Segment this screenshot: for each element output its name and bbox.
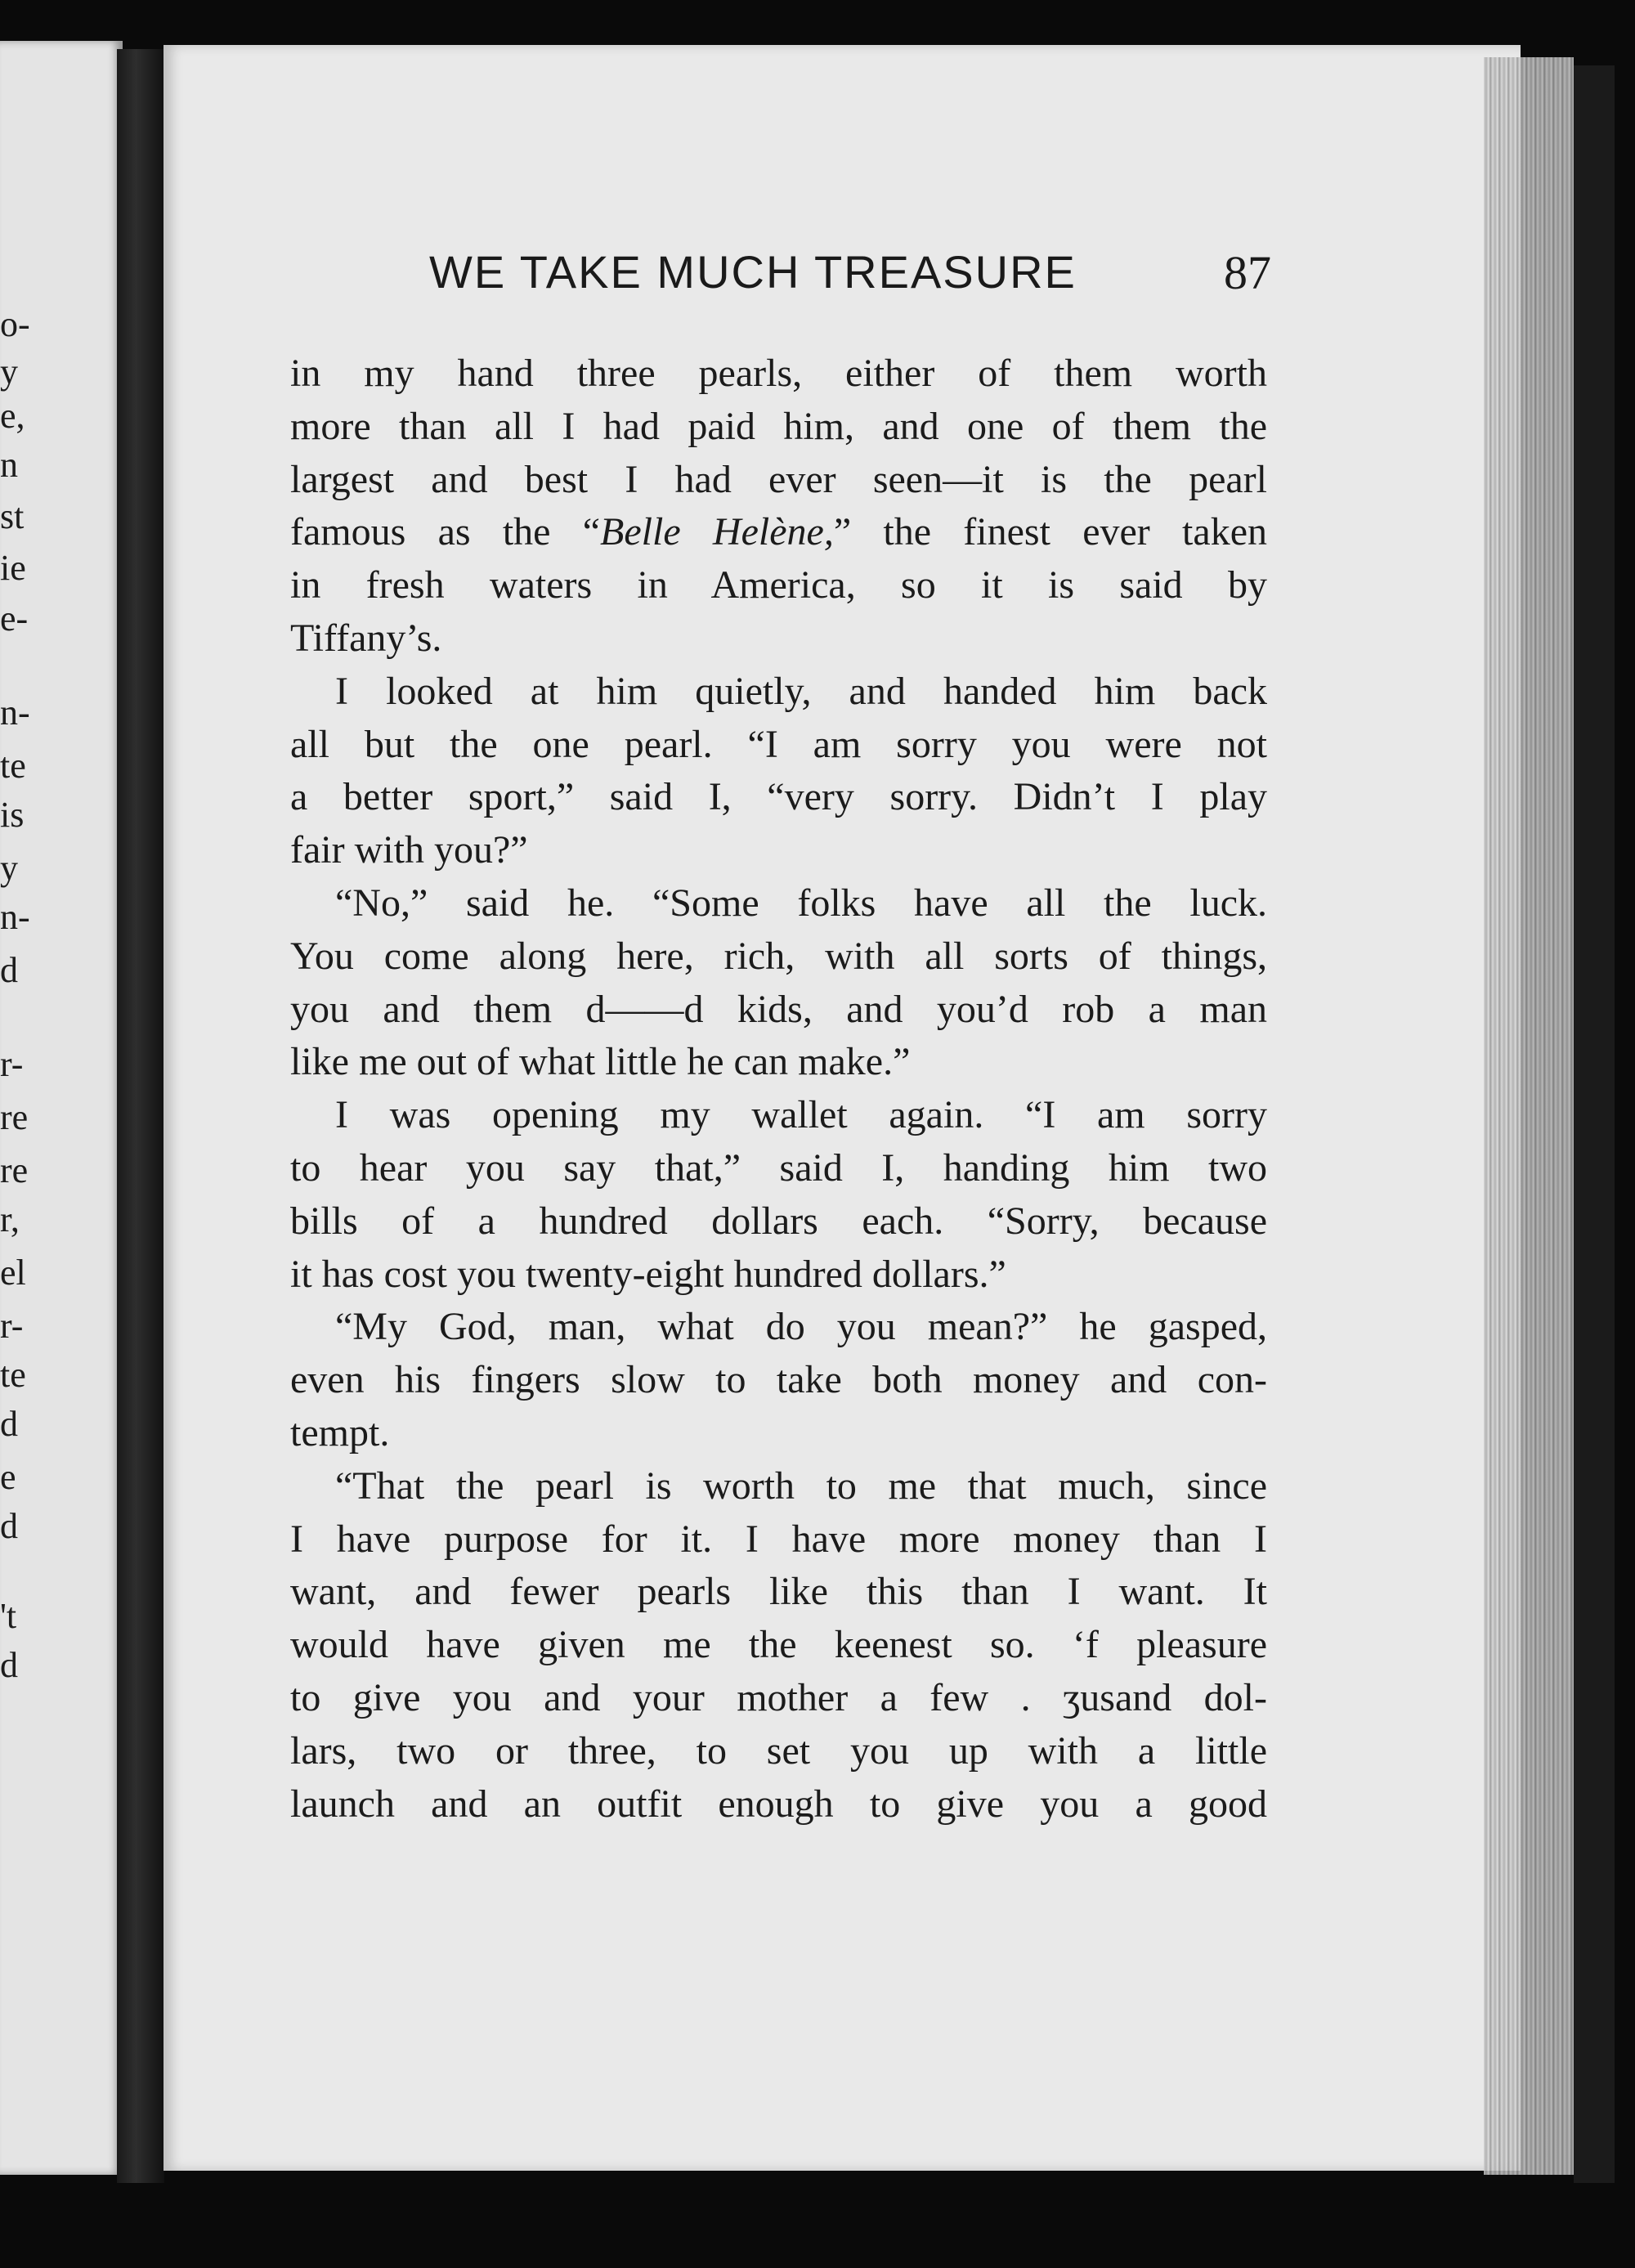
fragment-text: e,	[0, 396, 25, 436]
facing-page-fragments	[0, 41, 123, 2175]
text-line: Tiffany’s.	[290, 616, 442, 660]
text-line: “That the pearl is worth to me that much, since	[335, 1463, 1267, 1508]
text-line: a better sport,” said I, “very sorry. Didn’t I play	[290, 775, 1267, 819]
text-line: “No,” said he. “Some folks have all the luck.	[335, 881, 1267, 925]
text-line: I have purpose for it. I have more money than I	[290, 1517, 1267, 1561]
text-line: you and them d——d kids, and you’d rob a man	[290, 987, 1267, 1031]
fragment-text: te	[0, 746, 26, 786]
fragment-text: d	[0, 1645, 18, 1685]
fragment-text: is	[0, 795, 25, 835]
fragment-text: te	[0, 1355, 26, 1395]
text-line: would have given me the keenest so. ʻf pleasure	[290, 1623, 1267, 1667]
fragment-text: d	[0, 1404, 18, 1444]
text-line: largest and best I had ever seen—it is the pearl	[290, 457, 1267, 501]
page-number: 87	[1224, 246, 1271, 299]
fragment-text: r,	[0, 1199, 20, 1239]
text-line: want, and fewer pearls like this than I want. It	[290, 1570, 1267, 1614]
text-line: I was opening my wallet again. “I am sorry	[335, 1093, 1267, 1137]
page-header	[429, 245, 1271, 311]
fragment-text: n-	[0, 693, 30, 733]
fragment-text: n	[0, 445, 18, 485]
fragment-text: st	[0, 496, 25, 536]
text-line: even his fingers slow to take both money and con-	[290, 1358, 1267, 1402]
fragment-text: n-	[0, 897, 30, 937]
body-text	[290, 347, 1267, 1831]
fragment-text: re	[0, 1097, 29, 1137]
fragment-text: e-	[0, 598, 29, 639]
fragment-text: o-	[0, 304, 30, 344]
fragment-text: r-	[0, 1044, 24, 1084]
text-line: more than all I had paid him, and one of them the	[290, 404, 1267, 448]
fragment-text: r-	[0, 1306, 24, 1346]
fragment-text: re	[0, 1150, 29, 1190]
fragment-text: e	[0, 1457, 16, 1497]
text-line: to hear you say that,” said I, handing him two	[290, 1145, 1267, 1190]
facing-page-left	[0, 41, 123, 2175]
text-line: all but the one pearl. “I am sorry you were not	[290, 722, 1267, 766]
running-head: WE TAKE MUCH TREASURE	[429, 246, 1077, 298]
text-segment: ” the finest ever taken	[833, 510, 1267, 554]
fragment-text: d	[0, 950, 18, 990]
text-line: tempt.	[290, 1410, 390, 1454]
text-line: I looked at him quietly, and handed him back	[335, 669, 1267, 713]
text-line: it has cost you twenty-eight hundred dollars.”	[290, 1252, 1006, 1296]
text-line: in my hand three pearls, either of them worth	[290, 352, 1267, 395]
fragment-text: el	[0, 1253, 26, 1293]
page-edges	[1484, 57, 1574, 2175]
text-line: to give you and your mother a few . ʒusand dol-	[290, 1675, 1267, 1719]
text-line: fair with you?”	[290, 828, 528, 872]
text-line: launch and an outfit enough to give you a good	[290, 1782, 1267, 1826]
italic-name: Belle Helène,	[600, 510, 834, 554]
text-line: You come along here, rich, with all sorts of things,	[290, 934, 1267, 978]
fragment-text: ie	[0, 548, 26, 588]
text-line: bills of a hundred dollars each. “Sorry, because	[290, 1199, 1267, 1243]
text-line: like me out of what little he can make.”	[290, 1040, 911, 1084]
fragment-text: d	[0, 1506, 18, 1546]
cover-edge	[1574, 65, 1615, 2183]
text-line: in fresh waters in America, so it is said by	[290, 563, 1267, 607]
text-line: “My God, man, what do you mean?” he gasped,	[335, 1305, 1267, 1349]
book-gutter	[117, 49, 164, 2183]
text-line: lars, two or three, to set you up with a little	[290, 1728, 1267, 1773]
text-line	[290, 506, 1267, 559]
text-segment: famous as the “	[290, 510, 601, 554]
fragment-text: 't	[0, 1596, 17, 1636]
fragment-text: y	[0, 848, 18, 888]
fragment-text: y	[0, 352, 18, 392]
